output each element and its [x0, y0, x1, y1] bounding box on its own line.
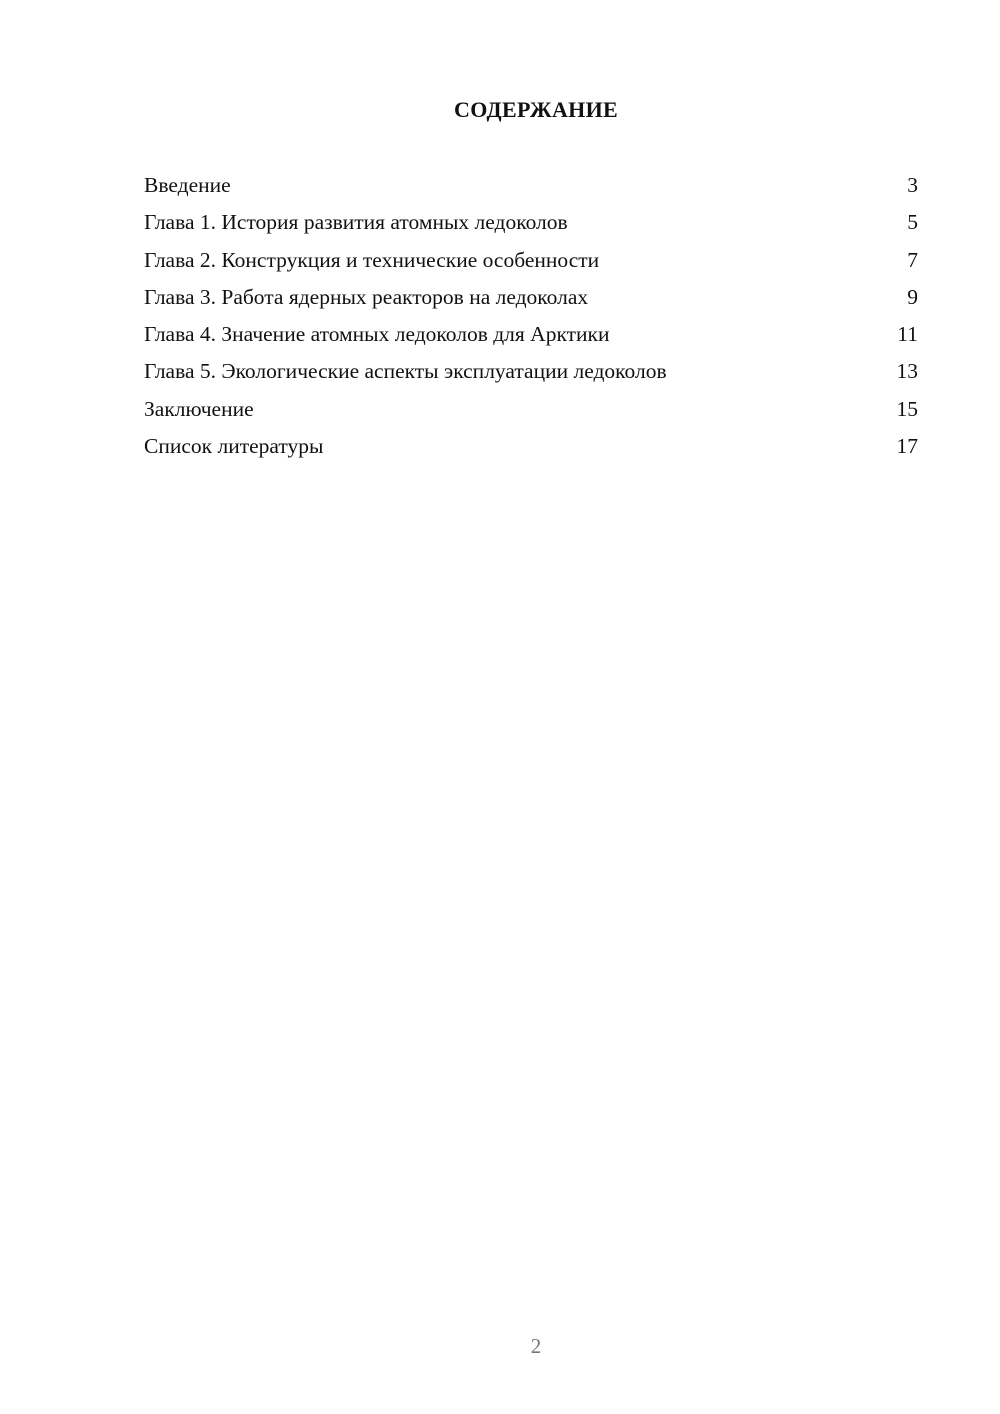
- toc-entry-page: 3: [907, 173, 918, 197]
- toc-entry-label: Введение: [144, 173, 231, 197]
- toc-entry: [144, 392, 918, 429]
- toc-entry-page: 9: [907, 284, 918, 309]
- toc-entry: [144, 354, 918, 391]
- toc-entry: [144, 243, 918, 280]
- toc-entry-label: Список литературы: [144, 434, 324, 459]
- toc-entry: [144, 280, 918, 317]
- toc-entry-label: Глава 3. Работа ядерных реакторов на ледоколах: [144, 284, 589, 309]
- toc-entry-page: 13: [896, 359, 918, 384]
- toc-entry-label: Глава 1. История развития атомных ледоколов: [144, 210, 568, 235]
- page-number: 2: [530, 1334, 542, 1358]
- toc-entry-label: Глава 4. Значение атомных ледоколов для Арктики: [144, 322, 610, 347]
- toc-entry-page: 7: [907, 247, 918, 272]
- toc-entry-label: Заключение: [144, 396, 254, 421]
- toc-entry-page: 5: [907, 210, 918, 235]
- toc-entry: [144, 168, 918, 205]
- toc-entry-label: Глава 5. Экологические аспекты эксплуатации ледоколов: [144, 359, 667, 384]
- toc-entry: [144, 429, 918, 466]
- toc-entry-page: 11: [897, 322, 918, 347]
- toc-entry: [144, 205, 918, 242]
- toc-title: СОДЕРЖАНИЕ: [454, 97, 618, 122]
- toc-entry-page: 15: [896, 396, 918, 421]
- toc-entry-label: Глава 2. Конструкция и технические особенности: [144, 247, 600, 272]
- toc-entry-page: 17: [896, 434, 918, 459]
- table-of-contents: [144, 168, 918, 466]
- toc-entry: [144, 317, 918, 354]
